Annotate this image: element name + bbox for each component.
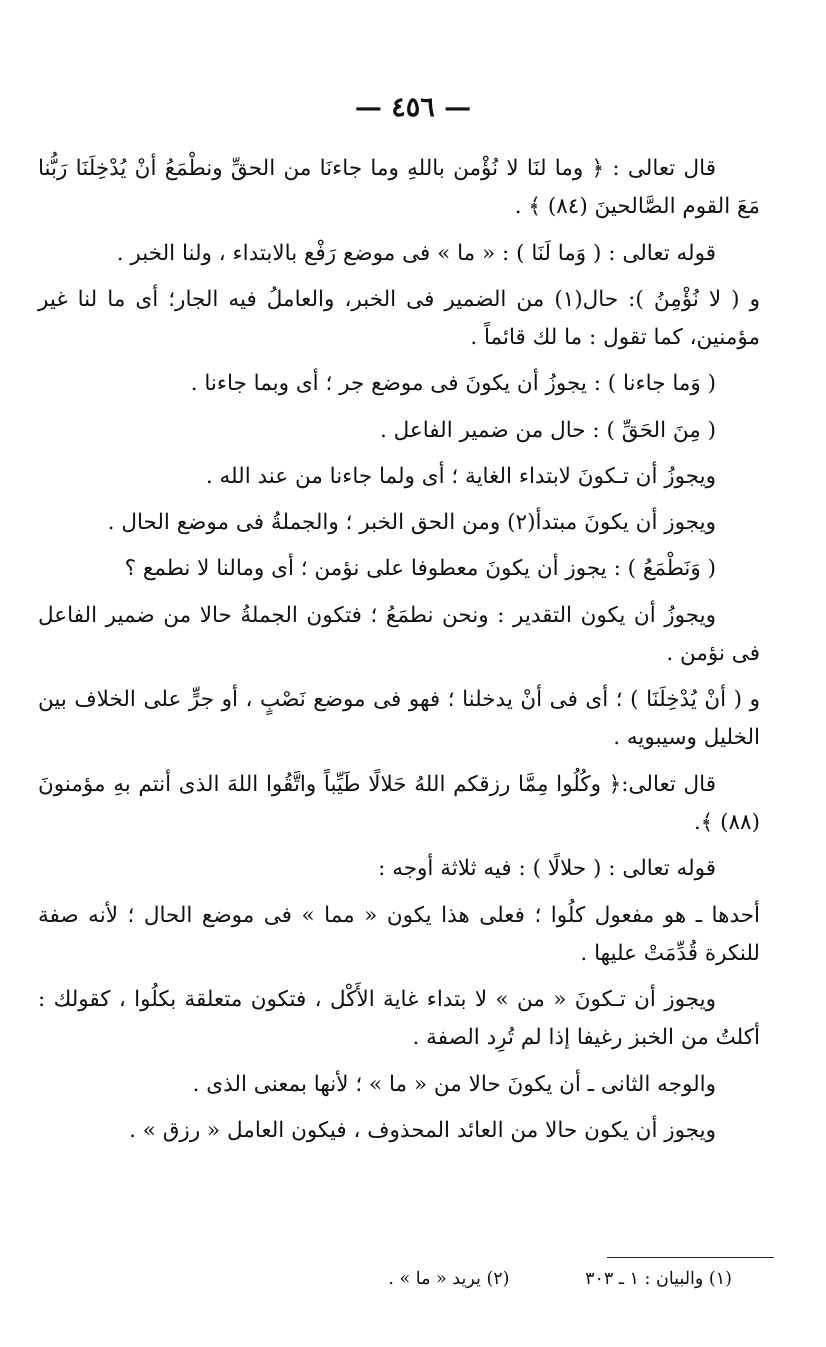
paragraph: و ( أنْ يُدْخِلَنَا ) ؛ أى فى أنْ يدخلنا ؛ فهو فى موضع نَصْبٍ ، أو جرٍّ على الخلاف بين الخليل وسيبويه . [38, 687, 760, 751]
paragraph: ويجوزُ أن يكون التقدير : ونحن نطمَعُ ؛ فتكون الجملةُ حالا من ضمير الفاعل فى نؤمن . [38, 602, 760, 666]
paragraph: قال تعالى:﴿ وكُلُوا مِمَّا رزقكم اللهُ حَلالًا طَيِّباً واتَّقُوا اللهَ الذى أنتم بهِ مؤمنونَ (٨٨) ﴾. [38, 771, 760, 835]
footnotes [80, 1269, 732, 1289]
paragraph: أحدها ـ هو مفعول كلُوا ؛ فعلى هذا يكون « مما » فى موضع الحال ؛ لأنه صفة للنكرة قُدِّمَتْ عليها . [38, 902, 760, 966]
paragraph: ويجوز أن يكونَ مبتدأ(٢) ومن الحق الخبر ؛ والجملةُ فى موضع الحال . [107, 510, 716, 536]
paragraph: ( مِنَ الحَقِّ ) : حال من ضمير الفاعل . [379, 417, 716, 443]
paragraph: ويجوزُ أن تـكونَ لابتداء الغاية ؛ أى ولما جاءنا من عند الله . [205, 463, 716, 489]
paragraph: ويجوز أن تـكونَ « من » لا بتداء غاية الأَكْل ، فتكون متعلقة بكلُوا ، كقولك : أكلتُ من الخبز رغيفا إذا لم تُرِد الصفة . [38, 987, 760, 1051]
footnote-divider [607, 1257, 774, 1258]
paragraph: ويجوز أن يكون حالا من العائد المحذوف ، فيكون العامل « رزق » . [129, 1117, 716, 1143]
paragraph: و ( لا نُؤْمِنُ ): حال(١) من الضمير فى الخبر، والعاملُ فيه الجار؛ أى ما لنا غير مؤمنين، كما تقول : ما لك قائماً . [38, 286, 760, 351]
footnote-1: (١) والبيان : ١ ـ ٣٠٣ [585, 1269, 732, 1289]
page-number: — ٤٥٦ — [354, 92, 472, 123]
paragraph: قال تعالى : ﴿ وما لنَا لا نُؤْمن باللهِ وما جاءنَا من الحقِّ ونطْمَعُ أنْ يُدْخِلَنَا رَبُّنا مَعَ القوم الصَّالحينَ (٨٤) ﴾ . [38, 156, 760, 220]
paragraph: قوله تعالى : ( وَما لَنَا ) : « ما » فى موضع رَفْع بالابتداء ، ولنا الخبر . [116, 240, 716, 266]
paragraph: ( وَنَطْمَعُ ) : يجوز أن يكونَ معطوفا على نؤمن ؛ أى ومالنا لا نطمع ؟ [124, 556, 716, 582]
paragraph: قوله تعالى : ( حلالًا ) : فيه ثلاثة أوجه : [378, 856, 716, 882]
body-text [38, 150, 760, 1158]
paragraph: والوجه الثانى ـ أن يكونَ حالا من « ما » ؛ لأنها بمعنى الذى . [192, 1071, 716, 1097]
paragraph: ( وَما جاءنا ) : يجوزُ أن يكونَ فى موضع جر ؛ أى وبما جاءنا . [190, 371, 716, 397]
footnote-2: (٢) يريد « ما » . [388, 1269, 510, 1289]
